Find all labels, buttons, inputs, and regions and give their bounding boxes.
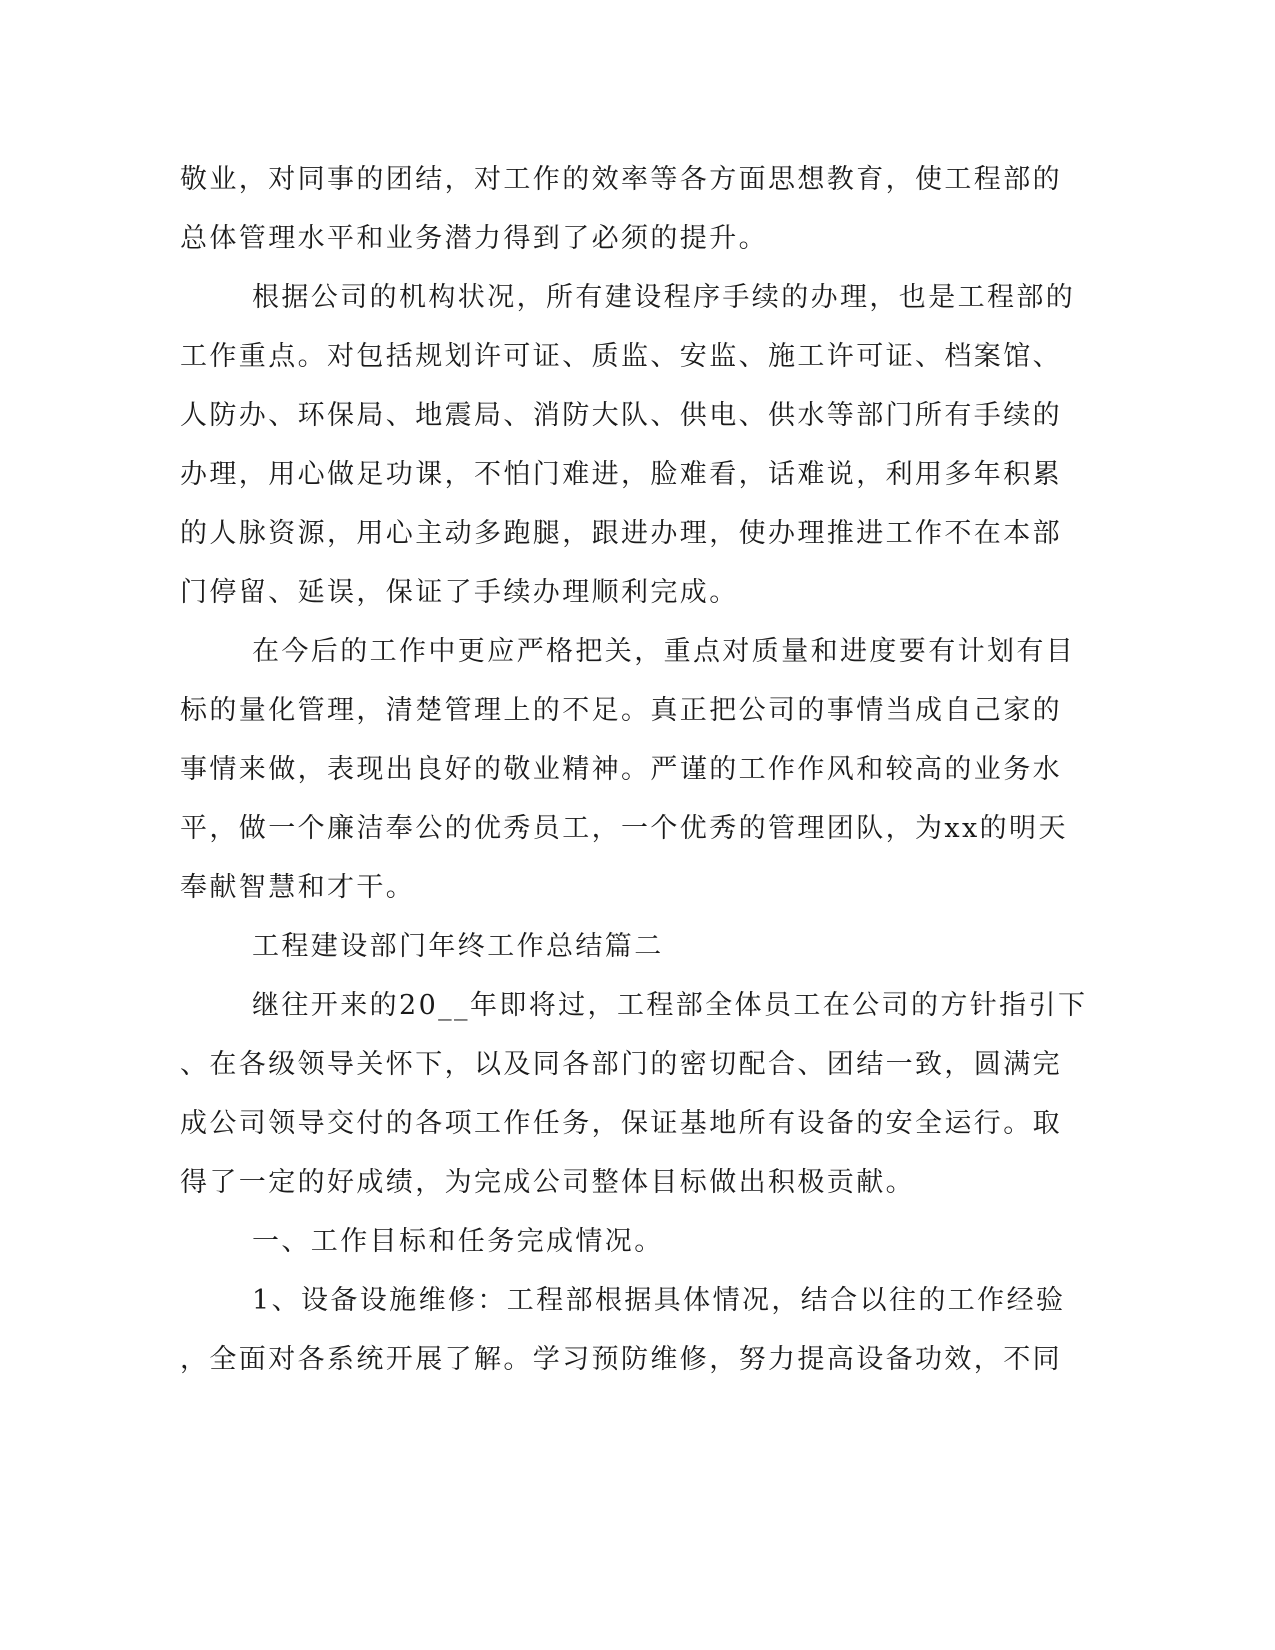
paragraph-4-line-4: 得了一定的好成绩，为完成公司整体目标做出积极贡献。	[180, 1167, 915, 1198]
section-heading: 工程建设部门年终工作总结篇二	[252, 931, 664, 962]
paragraph-2-line-6: 门停留、延误，保证了手续办理顺利完成。	[180, 577, 739, 608]
paragraph-2-line-1: 根据公司的机构状况，所有建设程序手续的办理，也是工程部的	[252, 282, 1076, 313]
paragraph-3-line-3: 事情来做，表现出良好的敬业精神。严谨的工作作风和较高的业务水	[180, 754, 1062, 785]
subsection-heading: 一、工作目标和任务完成情况。	[252, 1226, 664, 1257]
paragraph-3-line-1: 在今后的工作中更应严格把关，重点对质量和进度要有计划有目	[252, 636, 1076, 667]
paragraph-2-line-3: 人防办、环保局、地震局、消防大队、供电、供水等部门所有手续的	[180, 400, 1062, 431]
paragraph-2-line-4: 办理，用心做足功课，不怕门难进，脸难看，话难说，利用多年积累	[180, 459, 1062, 490]
paragraph-3-line-2: 标的量化管理，清楚管理上的不足。真正把公司的事情当成自己家的	[180, 695, 1062, 726]
paragraph-3-line-4: 平，做一个廉洁奉公的优秀员工，一个优秀的管理团队，为xx的明天	[180, 813, 1068, 844]
paragraph-4-line-1: 继往开来的20__年即将过，工程部全体员工在公司的方针指引下	[252, 990, 1088, 1021]
paragraph-1-line-1: 敬业，对同事的团结，对工作的效率等各方面思想教育，使工程部的	[180, 164, 1062, 195]
paragraph-1-line-2: 总体管理水平和业务潜力得到了必须的提升。	[180, 223, 768, 254]
paragraph-3-line-5: 奉献智慧和才干。	[180, 872, 416, 903]
paragraph-4-line-3: 成公司领导交付的各项工作任务，保证基地所有设备的安全运行。取	[180, 1108, 1062, 1139]
paragraph-2-line-2: 工作重点。对包括规划许可证、质监、安监、施工许可证、档案馆、	[180, 341, 1062, 372]
paragraph-5-line-1: 1、设备设施维修：工程部根据具体情况，结合以往的工作经验	[252, 1285, 1066, 1316]
paragraph-5-line-2: ，全面对各系统开展了解。学习预防维修，努力提高设备功效，不同	[180, 1344, 1062, 1375]
paragraph-4-line-2: 、在各级领导关怀下，以及同各部门的密切配合、团结一致，圆满完	[180, 1049, 1062, 1080]
paragraph-2-line-5: 的人脉资源，用心主动多跑腿，跟进办理，使办理推进工作不在本部	[180, 518, 1062, 549]
